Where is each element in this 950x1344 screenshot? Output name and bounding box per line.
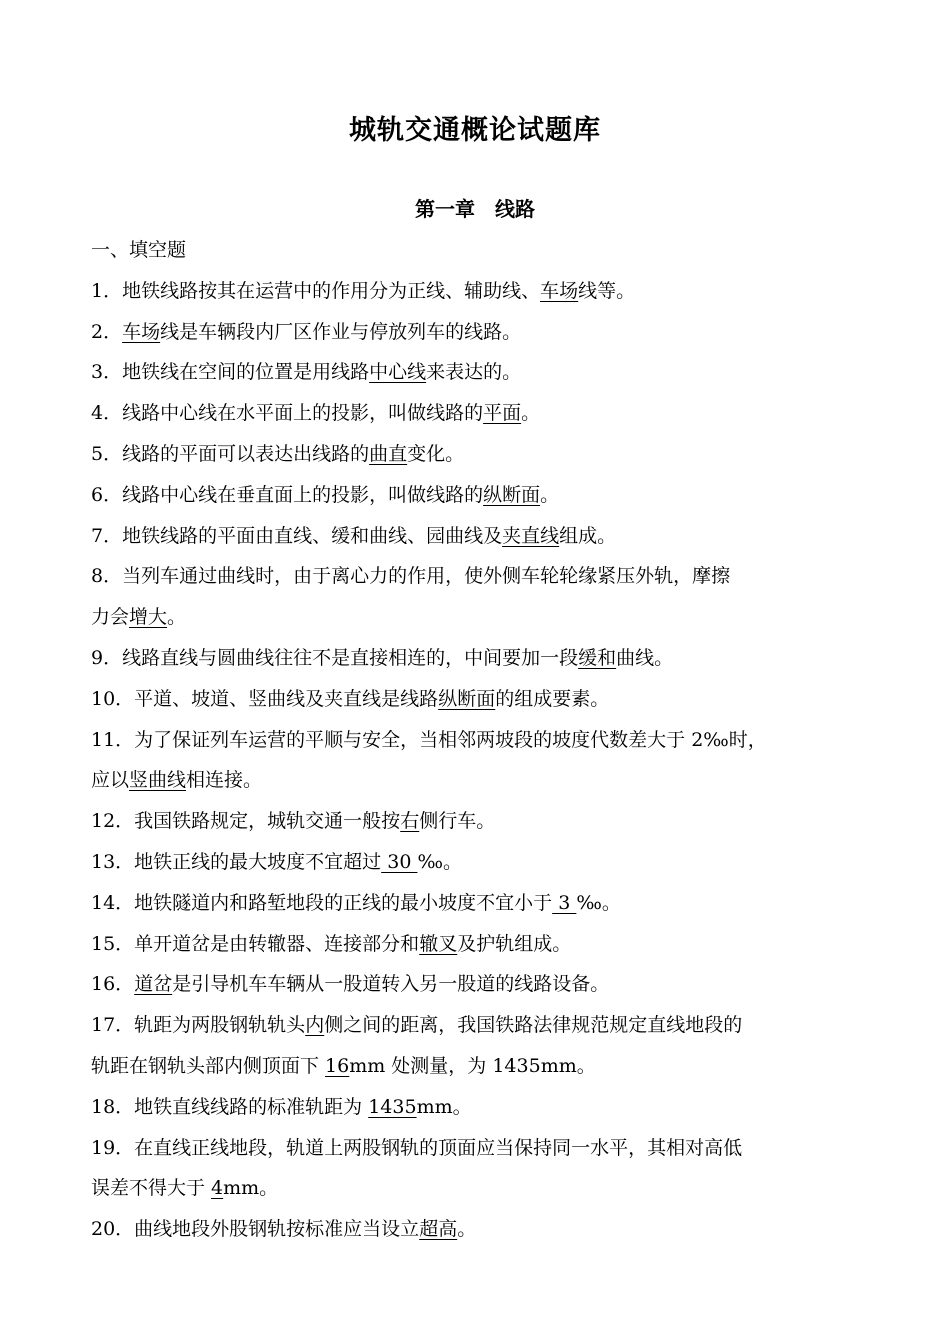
- chapter-heading: 第一章 线路: [415, 197, 535, 221]
- answer-blank: 竖曲线: [129, 769, 187, 792]
- question-line: [91, 842, 861, 883]
- answer-blank: 夹直线: [502, 524, 560, 547]
- question-text: 误差不得大于: [91, 1177, 212, 1200]
- question-line: [91, 760, 861, 801]
- answer-blank: 增大: [129, 606, 168, 629]
- question-line: [91, 924, 861, 965]
- question-text: 19．在直线正线地段，轨道上两股钢轨的顶面应当保持同一水平，其相对高低: [91, 1136, 743, 1159]
- answer-blank: 中心线: [369, 361, 427, 384]
- question-text: 18．地铁直线线路的标准轨距为: [91, 1095, 369, 1118]
- document-title: 城轨交通概论试题库: [349, 115, 601, 146]
- question-text: ‰。: [576, 891, 621, 914]
- question-line: [91, 720, 861, 761]
- question-line: [91, 475, 861, 516]
- question-text: 及护轨组成。: [457, 932, 572, 955]
- question-text: 应以: [91, 769, 130, 792]
- question-list: [91, 230, 861, 1250]
- question-text: 曲线。: [616, 646, 674, 669]
- question-text: 6．线路中心线在垂直面上的投影，叫做线路的: [91, 483, 484, 506]
- question-text: 9．线路直线与圆曲线往往不是直接相连的，中间要加一段: [91, 646, 579, 669]
- answer-blank: 1435: [368, 1095, 417, 1118]
- answer-blank: 平面: [483, 402, 522, 425]
- answer-blank: 辙叉: [419, 932, 458, 955]
- question-text: 12．我国铁路规定，城轨交通一般按: [91, 810, 401, 833]
- answer-blank: 缓和: [578, 646, 617, 669]
- question-text: 。: [540, 483, 560, 506]
- question-text: ‰。: [417, 850, 462, 873]
- question-text: 13．地铁正线的最大坡度不宜超过: [91, 850, 382, 873]
- answer-blank: 车场: [122, 320, 161, 343]
- question-text: 7．地铁线路的平面由直线、缓和曲线、园曲线及: [91, 524, 503, 547]
- answer-blank: 内: [305, 1014, 325, 1037]
- question-text: 的组成要素。: [495, 687, 610, 710]
- question-text: 20．曲线地段外股钢轨按标准应当设立: [91, 1218, 420, 1241]
- answer-blank: 纵断面: [483, 483, 541, 506]
- question-text: 。: [167, 606, 187, 629]
- question-text: 变化。: [407, 442, 465, 465]
- question-line: [91, 1128, 861, 1169]
- question-text: 轨距在钢轨头部内侧顶面下: [91, 1054, 326, 1077]
- question-line: [91, 312, 861, 353]
- answer-blank: 道岔: [134, 973, 173, 996]
- question-text: 侧行车。: [419, 810, 496, 833]
- answer-blank: 曲直: [369, 442, 408, 465]
- question-text: 侧之间的距离，我国铁路法律规范规定直线地段的: [324, 1014, 743, 1037]
- question-text: 相连接。: [186, 769, 263, 792]
- question-line: [91, 556, 861, 597]
- question-text: 8．当列车通过曲线时，由于离心力的作用，使外侧车轮轮缘紧压外轨，摩擦: [91, 565, 731, 588]
- answer-blank: 30: [381, 850, 418, 873]
- question-text: 力会: [91, 606, 130, 629]
- question-text: 16．: [91, 973, 135, 996]
- answer-blank: 3: [552, 891, 577, 914]
- question-text: 2．: [91, 320, 123, 343]
- question-text: 线是车辆段内厂区作业与停放列车的线路。: [160, 320, 522, 343]
- question-line: [91, 393, 861, 434]
- question-text: 。: [457, 1218, 477, 1241]
- question-line: [91, 1046, 861, 1087]
- question-text: mm。: [416, 1095, 472, 1118]
- question-text: 。: [521, 402, 541, 425]
- question-text: mm 处测量，为 1435mm。: [349, 1054, 596, 1077]
- question-text: 来表达的。: [426, 361, 522, 384]
- question-line: [91, 638, 861, 679]
- question-line: [91, 434, 861, 475]
- question-line: [91, 964, 861, 1005]
- question-text: 1．地铁线路按其在运营中的作用分为正线、辅助线、: [91, 279, 541, 302]
- question-text: 是引导机车车辆从一股道转入另一股道的线路设备。: [172, 973, 610, 996]
- question-text: 线等。: [578, 279, 636, 302]
- section-heading: 一、填空题: [91, 239, 187, 261]
- answer-blank: 4: [211, 1177, 224, 1200]
- question-line: [91, 516, 861, 557]
- answer-blank: 车场: [540, 279, 579, 302]
- question-line: [91, 679, 861, 720]
- question-text: mm。: [223, 1177, 279, 1200]
- answer-blank: 右: [400, 810, 420, 833]
- answer-blank: 纵断面: [438, 687, 496, 710]
- answer-blank: 超高: [419, 1218, 458, 1241]
- question-text: 14．地铁隧道内和路堑地段的正线的最小坡度不宜小于: [91, 891, 553, 914]
- question-line: [91, 883, 861, 924]
- question-text: 15．单开道岔是由转辙器、连接部分和: [91, 932, 420, 955]
- question-text: 3．地铁线在空间的位置是用线路: [91, 361, 370, 384]
- question-line: [91, 1209, 861, 1250]
- question-text: 10．平道、坡道、竖曲线及夹直线是线路: [91, 687, 439, 710]
- question-text: 5．线路的平面可以表达出线路的: [91, 442, 370, 465]
- question-line: [91, 1168, 861, 1209]
- question-text: 组成。: [559, 524, 617, 547]
- question-line: [91, 1087, 861, 1128]
- question-line: [91, 352, 861, 393]
- question-line: [91, 801, 861, 842]
- question-line: [91, 1005, 861, 1046]
- question-text: 17．轨距为两股钢轨轨头: [91, 1014, 306, 1037]
- question-line: [91, 597, 861, 638]
- question-line: [91, 271, 861, 312]
- answer-blank: 16: [325, 1054, 350, 1077]
- question-text: 11．为了保证列车运营的平顺与安全，当相邻两坡段的坡度代数差大于 2‰时，: [91, 728, 767, 751]
- question-text: 4．线路中心线在水平面上的投影，叫做线路的: [91, 402, 484, 425]
